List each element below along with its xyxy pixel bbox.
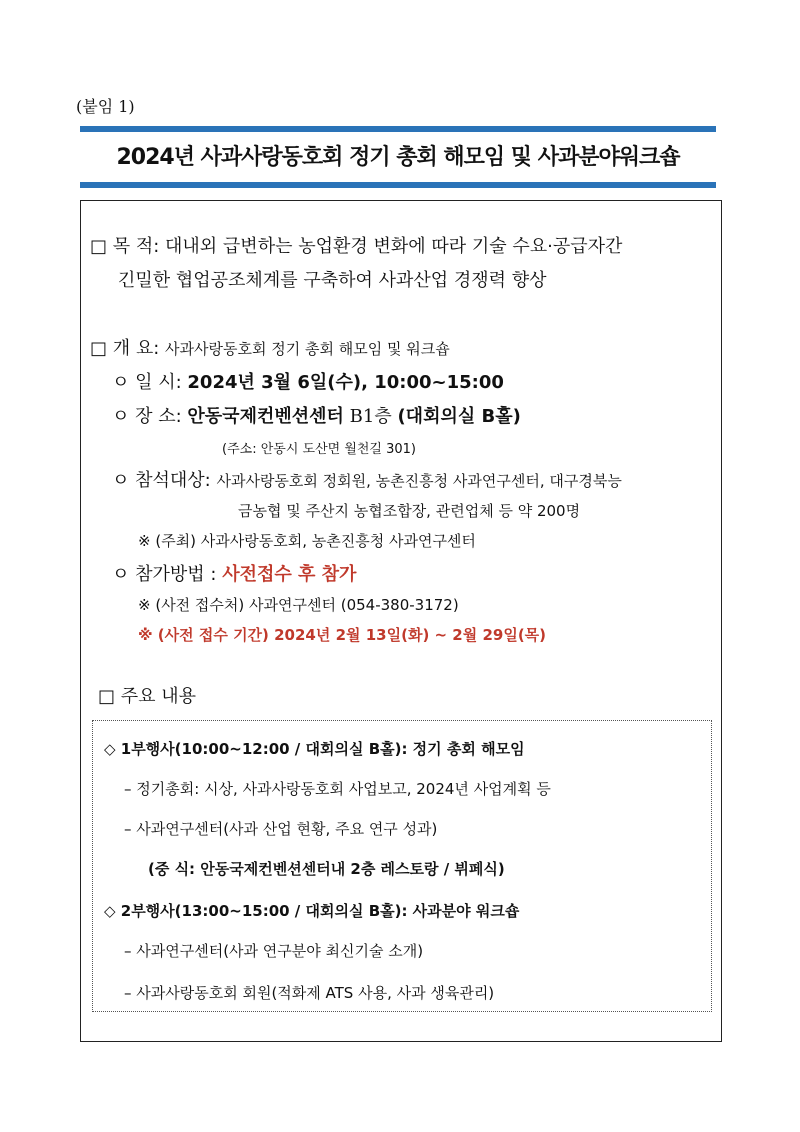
method-label: ㅇ 참가방법 :	[112, 564, 217, 585]
session1-heading: ◇ 1부행사(10:00~12:00 / 대회의실 B홀): 정기 총회 해모임	[104, 740, 525, 758]
place-value-c: (대회의실 B홀)	[397, 406, 521, 427]
attachment-label: (붙임 1)	[76, 97, 135, 116]
contents-marker: □ 주요 내용	[98, 686, 197, 707]
date-value: 2024년 3월 6일(수), 10:00~15:00	[187, 372, 504, 393]
session2-item1: – 사과연구센터(사과 연구분야 최신기술 소개)	[124, 942, 424, 960]
session2-item2: – 사과사랑동호회 회원(적화제 ATS 사용, 사과 생육관리)	[124, 984, 495, 1002]
page-title: 2024년 사과사랑동호회 정기 총회 해모임 및 사과분야워크숍	[116, 145, 680, 170]
session1-lunch: (중 식: 안동국제컨벤션센터내 2층 레스토랑 / 뷔페식)	[148, 860, 505, 878]
overview-text: 사과사랑동호회 정기 총회 해모임 및 워크숍	[165, 340, 450, 358]
method-row	[112, 560, 356, 586]
host-note: ※ (주최) 사과사랑동호회, 농촌진흥청 사과연구센터	[138, 532, 476, 550]
date-row	[112, 368, 504, 394]
period-note: ※ (사전 접수 기간) 2024년 2월 13일(화) ~ 2월 29일(목)	[138, 626, 547, 644]
date-label: ㅇ 일 시:	[112, 372, 182, 393]
purpose-marker: □ 목 적:	[90, 236, 160, 257]
purpose-section	[90, 232, 622, 258]
session1-item1: – 정기총회: 시상, 사과사랑동호회 사업보고, 2024년 사업계획 등	[124, 780, 551, 798]
attendees-row	[112, 466, 622, 492]
place-value-b: B1층	[349, 406, 392, 427]
overview-section	[90, 334, 450, 360]
title-bottom-bar	[80, 182, 716, 188]
purpose-line1: 대내외 급변하는 농업환경 변화에 따라 기술 수요·공급자간	[165, 236, 623, 257]
session2-heading: ◇ 2부행사(13:00~15:00 / 대회의실 B홀): 사과분야 워크숍	[104, 902, 520, 920]
method-value: 사전접수 후 참가	[222, 564, 357, 585]
place-label: ㅇ 장 소:	[112, 406, 182, 427]
contact-note: ※ (사전 접수처) 사과연구센터 (054-380-3172)	[138, 596, 459, 614]
title-top-bar	[80, 126, 716, 132]
attendees-line2: 금농협 및 주산지 농협조합장, 관련업체 등 약 200명	[238, 502, 581, 520]
overview-marker: □ 개 요:	[90, 338, 160, 359]
attendees-label: ㅇ 참석대상:	[112, 470, 211, 491]
session1-item2: – 사과연구센터(사과 산업 현황, 주요 연구 성과)	[124, 820, 438, 838]
attendees-line1: 사과사랑동호회 정회원, 농촌진흥청 사과연구센터, 대구경북능	[216, 472, 622, 490]
purpose-line2: 긴밀한 협업공조체계를 구축하여 사과산업 경쟁력 향상	[118, 270, 547, 291]
place-address: (주소: 안동시 도산면 월천길 301)	[222, 442, 417, 457]
place-row	[112, 402, 521, 428]
place-value-a: 안동국제컨벤션센터	[187, 406, 344, 427]
